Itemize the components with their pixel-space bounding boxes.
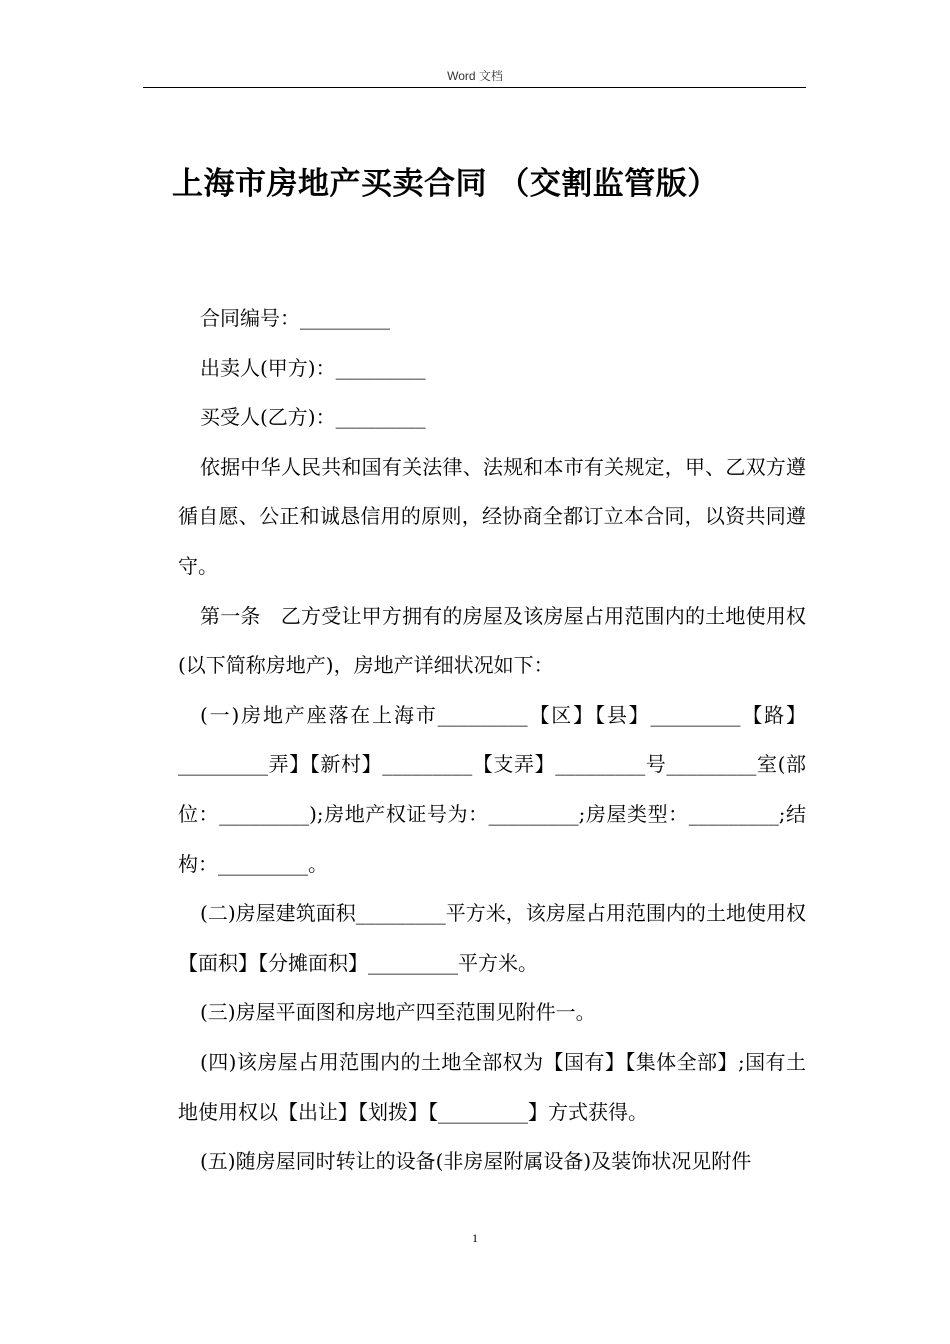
seller-line: 出卖人(甲方)：_________ (200, 355, 426, 380)
preamble-paragraph: 依据中华人民共和国有关法律、法规和本市有关规定，甲、乙双方遵循自愿、公正和诚恳信用的原则，经协商全都订立本合同，以资共同遵守。 (178, 454, 806, 578)
header-rule (143, 87, 806, 88)
buyer-line: 买受人(乙方)：_________ (200, 405, 426, 430)
document-title: 上海市房地产买卖合同 （交割监管版） (172, 166, 719, 202)
clause-1-paragraph: (一)房地产座落在上海市_________【区】【县】_________【路】_________弄】【新村】_________【支弄】_________号_________室(部位：_________);房地产权证号为：_________;房屋类型：_________;结构：_________。 (178, 702, 806, 876)
article-one-paragraph: 第一条 乙方受让甲方拥有的房屋及该房屋占用范围内的土地使用权(以下简称房地产)，房地产详细状况如下： (178, 603, 806, 678)
clause-5-paragraph: (五)随房屋同时转让的设备(非房屋附属设备)及装饰状况见附件 (200, 1149, 752, 1174)
clause-4-paragraph: (四)该房屋占用范围内的土地全部权为【国有】【集体全部】;国有土地使用权以【出让】【划拨】【_________】方式获得。 (178, 1049, 806, 1124)
contract-number-line: 合同编号：_________ (200, 306, 390, 330)
document-body (178, 294, 806, 1187)
page-number: 1 (472, 1231, 478, 1245)
clause-3-paragraph: (三)房屋平面图和房地产四至范围见附件一。 (200, 1000, 596, 1025)
clause-2-paragraph: (二)房屋建筑面积_________平方米，该房屋占用范围内的土地使用权【面积】【分摊面积】_________平方米。 (178, 901, 806, 975)
page-header-text: Word 文档 (447, 69, 503, 83)
